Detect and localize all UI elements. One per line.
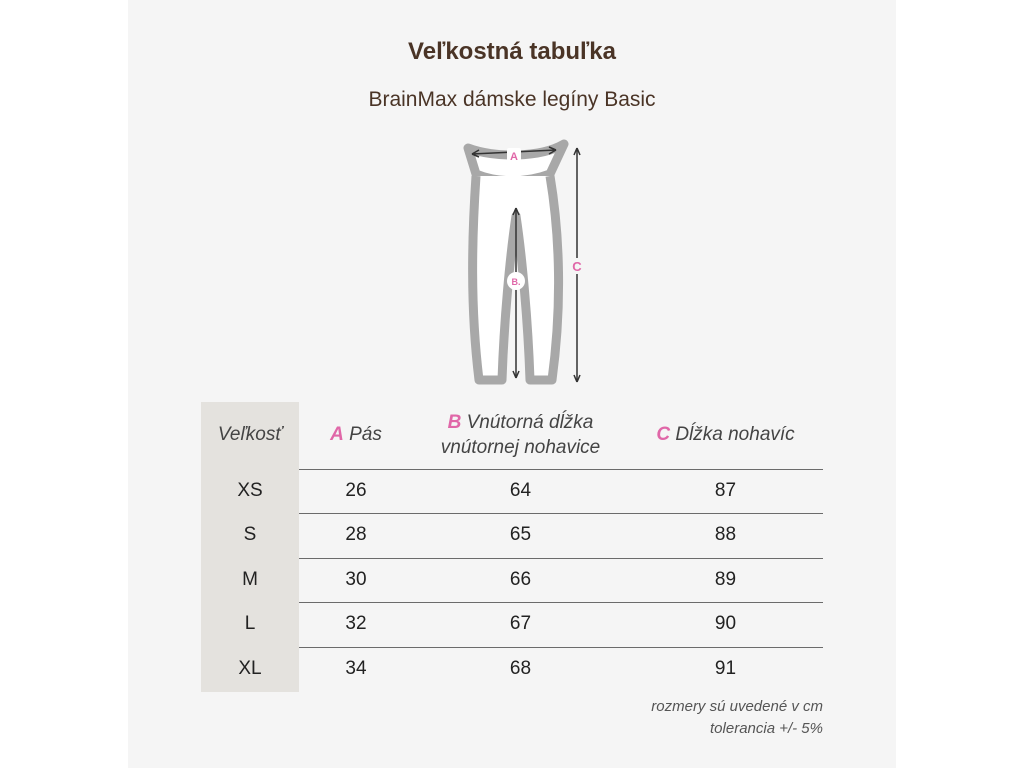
header-waist-key: A <box>330 424 344 446</box>
label-b: B. <box>511 277 521 287</box>
leggings-figure <box>444 136 594 392</box>
leggings-icon <box>444 136 594 392</box>
inseam-cell: 65 <box>509 524 532 545</box>
waist-cell: 34 <box>345 658 367 679</box>
header-length-key: C <box>656 424 671 446</box>
table-row <box>201 558 823 602</box>
table-row <box>201 469 823 513</box>
waist-cell: 26 <box>345 480 367 501</box>
header-inseam-text-2: vnútornej nohavice <box>440 436 601 458</box>
header-length-text: Dĺžka nohavíc <box>675 424 795 446</box>
size-cell: L <box>244 613 256 634</box>
waist-cell: 30 <box>345 569 367 590</box>
length-cell: 88 <box>714 524 737 545</box>
size-cell: XL <box>238 658 262 679</box>
length-cell: 89 <box>714 569 737 590</box>
tolerance-note: tolerancia +/- 5% <box>710 720 823 737</box>
length-cell: 90 <box>714 613 737 634</box>
length-cell: 91 <box>714 658 737 679</box>
table-row <box>201 647 823 691</box>
units-note: rozmery sú uvedené v cm <box>651 698 823 715</box>
size-cell: XS <box>237 480 263 501</box>
label-a: A <box>510 151 518 163</box>
size-chart-card <box>128 0 896 768</box>
header-waist-text: Pás <box>349 424 382 446</box>
size-cell: S <box>243 524 257 545</box>
label-c: C <box>572 259 582 274</box>
table-row <box>201 513 823 557</box>
header-size: Veľkosť <box>217 424 283 446</box>
page-title: Veľkostná tabuľka <box>408 38 616 65</box>
product-subtitle: BrainMax dámske legíny Basic <box>368 88 656 111</box>
header-waist <box>299 402 413 469</box>
length-cell: 87 <box>714 480 737 501</box>
header-inseam <box>413 402 628 469</box>
size-cell: M <box>242 569 258 590</box>
header-inseam-text-1: Vnútorná dĺžka <box>466 411 594 433</box>
inseam-cell: 64 <box>509 480 532 501</box>
table-row <box>201 602 823 646</box>
waist-cell: 32 <box>345 613 367 634</box>
header-length <box>628 402 823 469</box>
waist-cell: 28 <box>345 524 367 545</box>
inseam-cell: 66 <box>509 569 532 590</box>
header-inseam-key: B <box>447 411 462 433</box>
inseam-cell: 67 <box>509 613 532 634</box>
inseam-cell: 68 <box>509 658 532 679</box>
